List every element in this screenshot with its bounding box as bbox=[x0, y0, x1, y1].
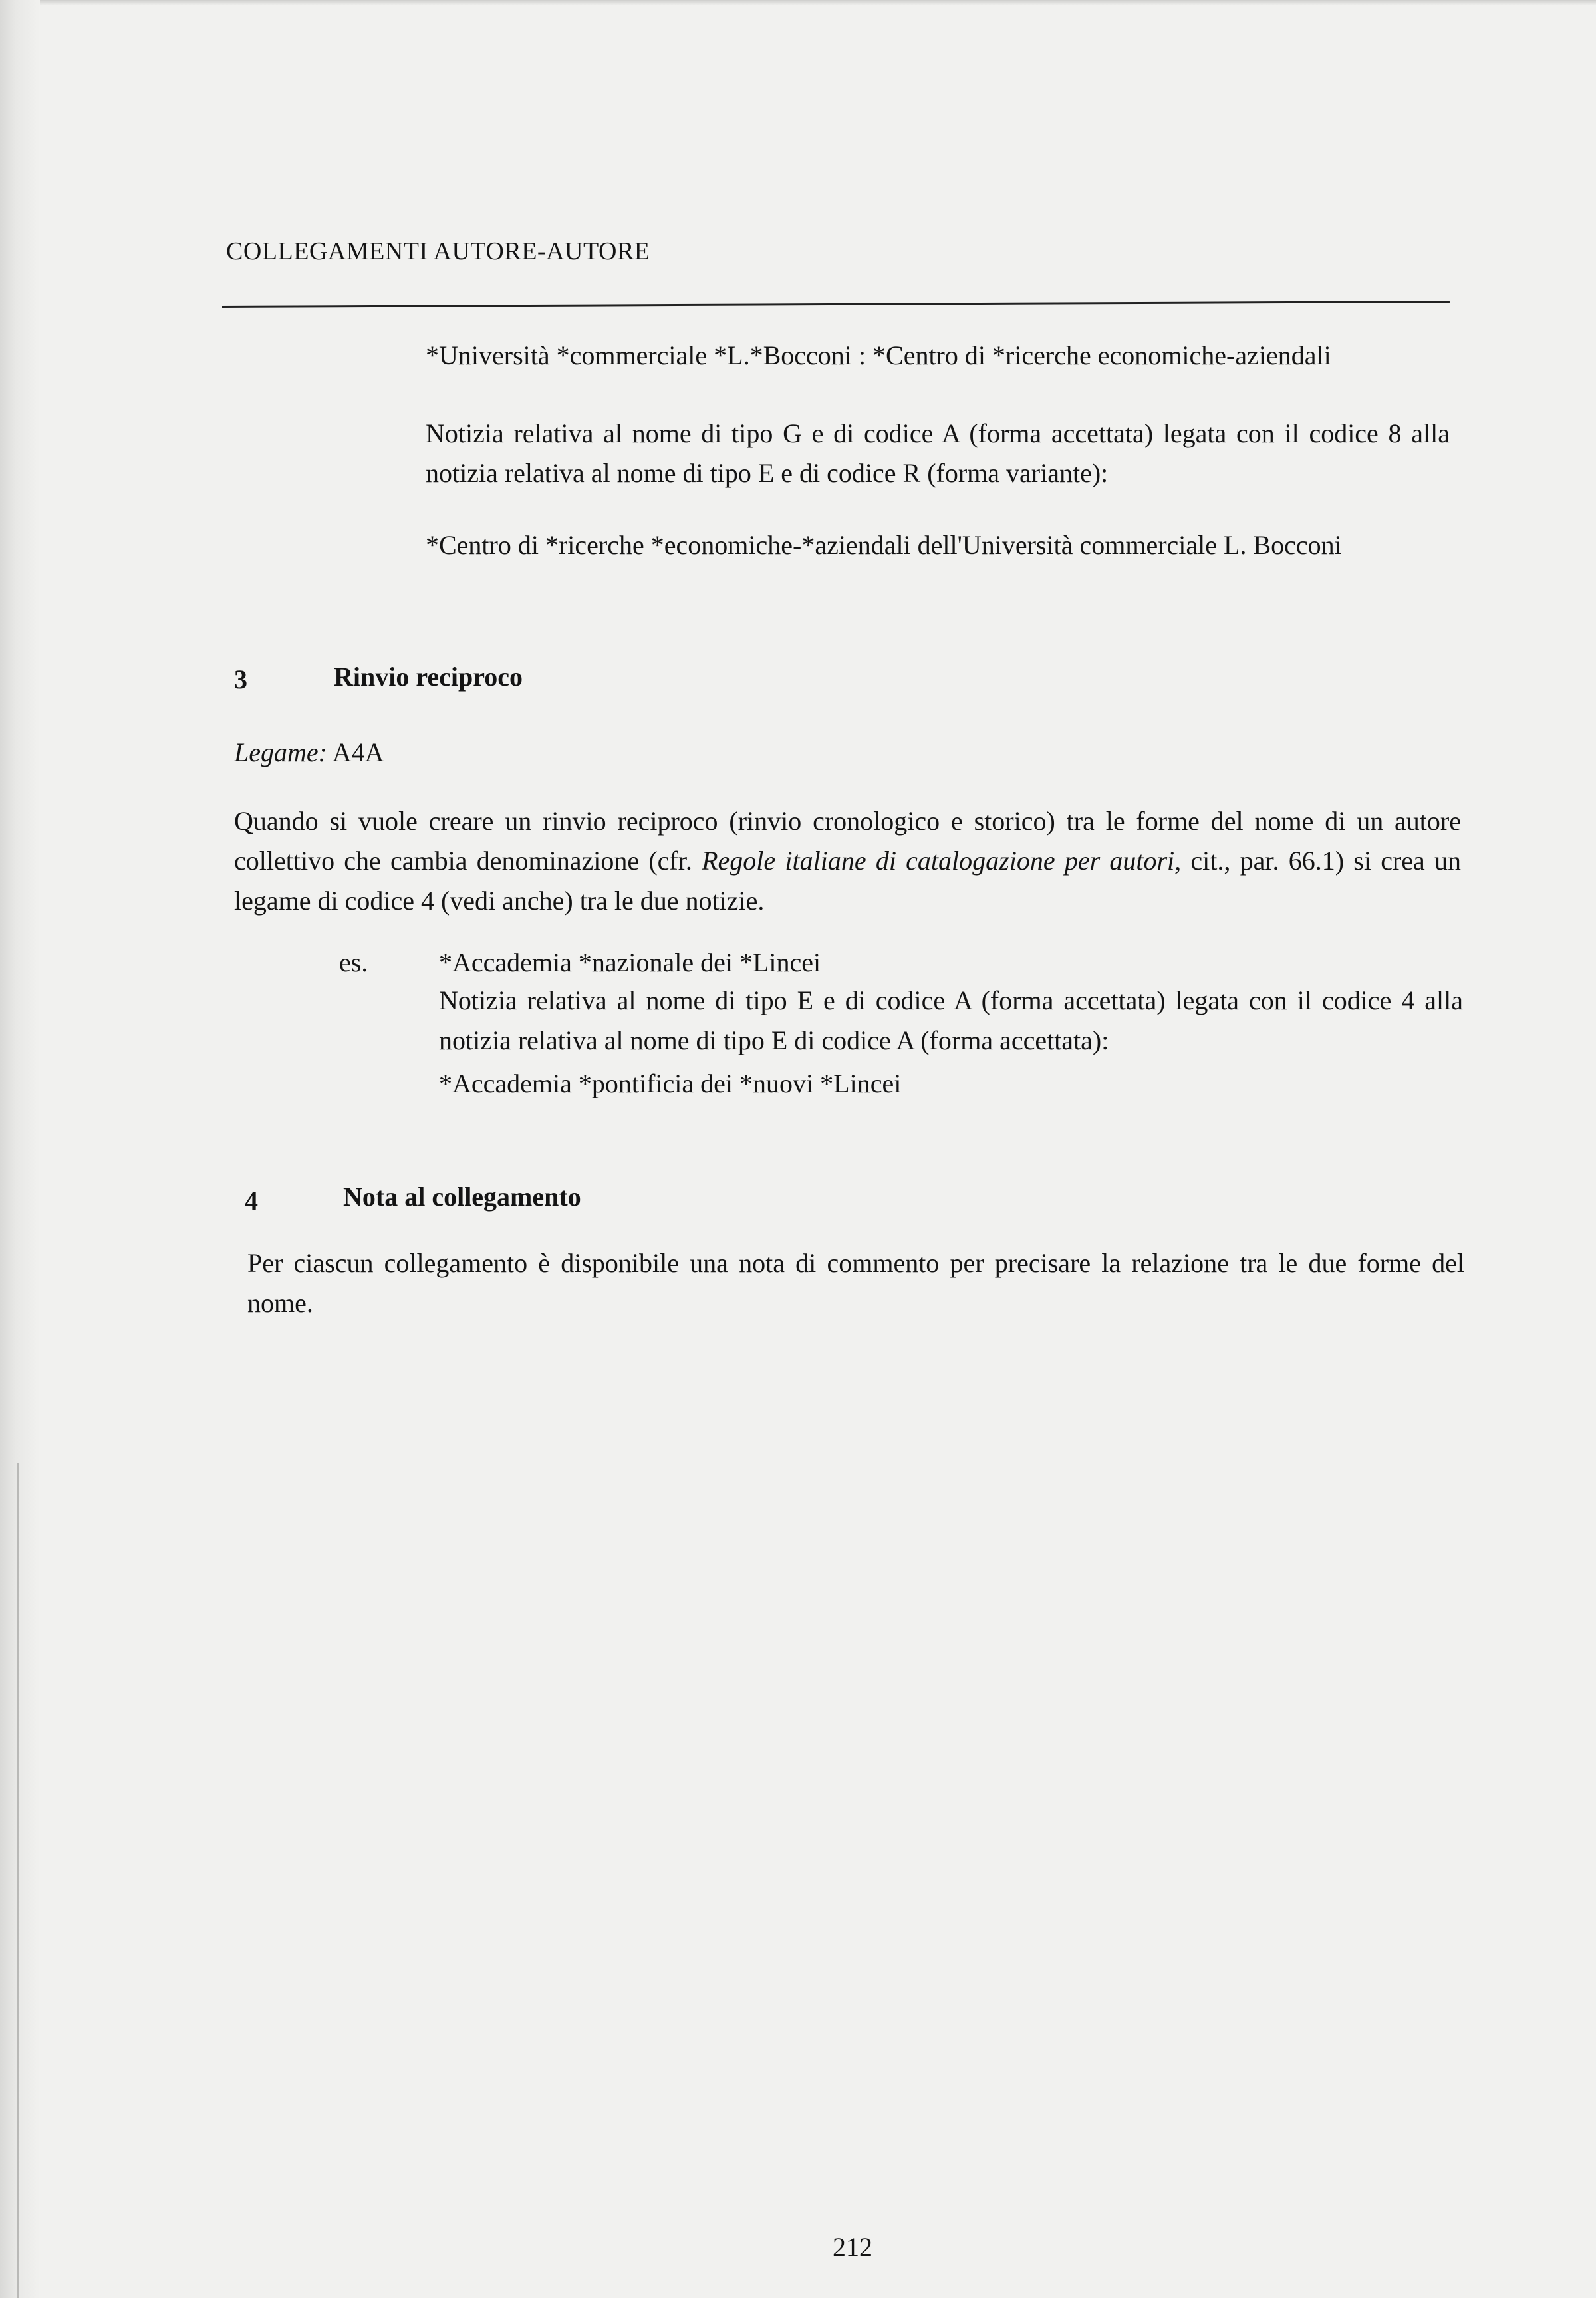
es-line-3: *Accademia *pontificia dei *nuovi *Lincei bbox=[439, 1069, 902, 1098]
page-number: 212 bbox=[833, 2232, 872, 2262]
page-binding-shadow bbox=[0, 0, 40, 2298]
section-3-paragraph bbox=[234, 801, 1461, 921]
legame-label: Legame: bbox=[234, 737, 327, 767]
example-line-2: Notizia relativa al nome di tipo G e di codice A (forma accettata) legata con il codice 8 alla notizia relativa al nome di tipo E e di codice R (forma variante): bbox=[426, 418, 1450, 488]
es-line-2: Notizia relativa al nome di tipo E e di codice A (forma accettata) legata con il codice 4 alla notizia relativa al nome di tipo E di codice A (forma accettata): bbox=[439, 985, 1463, 1055]
section-3-title: Rinvio reciproco bbox=[334, 662, 523, 692]
section-3-paragraph-part1: Quando si vuole creare un rinvio reciproco (rinvio cronologico e storico) tra le forme del nome di un autore collettivo che cambia denominazione (cfr. bbox=[234, 806, 1461, 876]
legame-value: A4A bbox=[332, 737, 384, 767]
section-3-paragraph-citation: Regole italiane di catalogazione per autori, bbox=[702, 846, 1182, 876]
example-line-3: *Centro di *ricerche *economiche-*aziendali dell'Università commerciale L. Bocconi bbox=[426, 530, 1342, 560]
es-line-1: *Accademia *nazionale dei *Lincei bbox=[439, 948, 821, 977]
section-3-number: 3 bbox=[234, 664, 247, 694]
legame-line bbox=[234, 733, 384, 773]
es-label: es. bbox=[339, 948, 368, 977]
section-4-title: Nota al collegamento bbox=[343, 1182, 581, 1212]
section-4-paragraph: Per ciascun collegamento è disponibile una nota di commento per precisare la relazione tra le due forme del nome. bbox=[247, 1248, 1464, 1318]
section-4-number: 4 bbox=[245, 1186, 258, 1215]
page-top-edge bbox=[0, 0, 1596, 5]
running-header: COLLEGAMENTI AUTORE-AUTORE bbox=[226, 237, 650, 265]
page-edge-line bbox=[17, 1463, 19, 2298]
example-line-1: *Università *commerciale *L.*Bocconi : *Centro di *ricerche economiche-aziendali bbox=[426, 340, 1331, 370]
header-rule bbox=[222, 301, 1450, 308]
section-3-paragraph-part2: cit., par. 66.1) si crea un legame di codice 4 (vedi anche) tra le due notizie. bbox=[234, 846, 1462, 916]
